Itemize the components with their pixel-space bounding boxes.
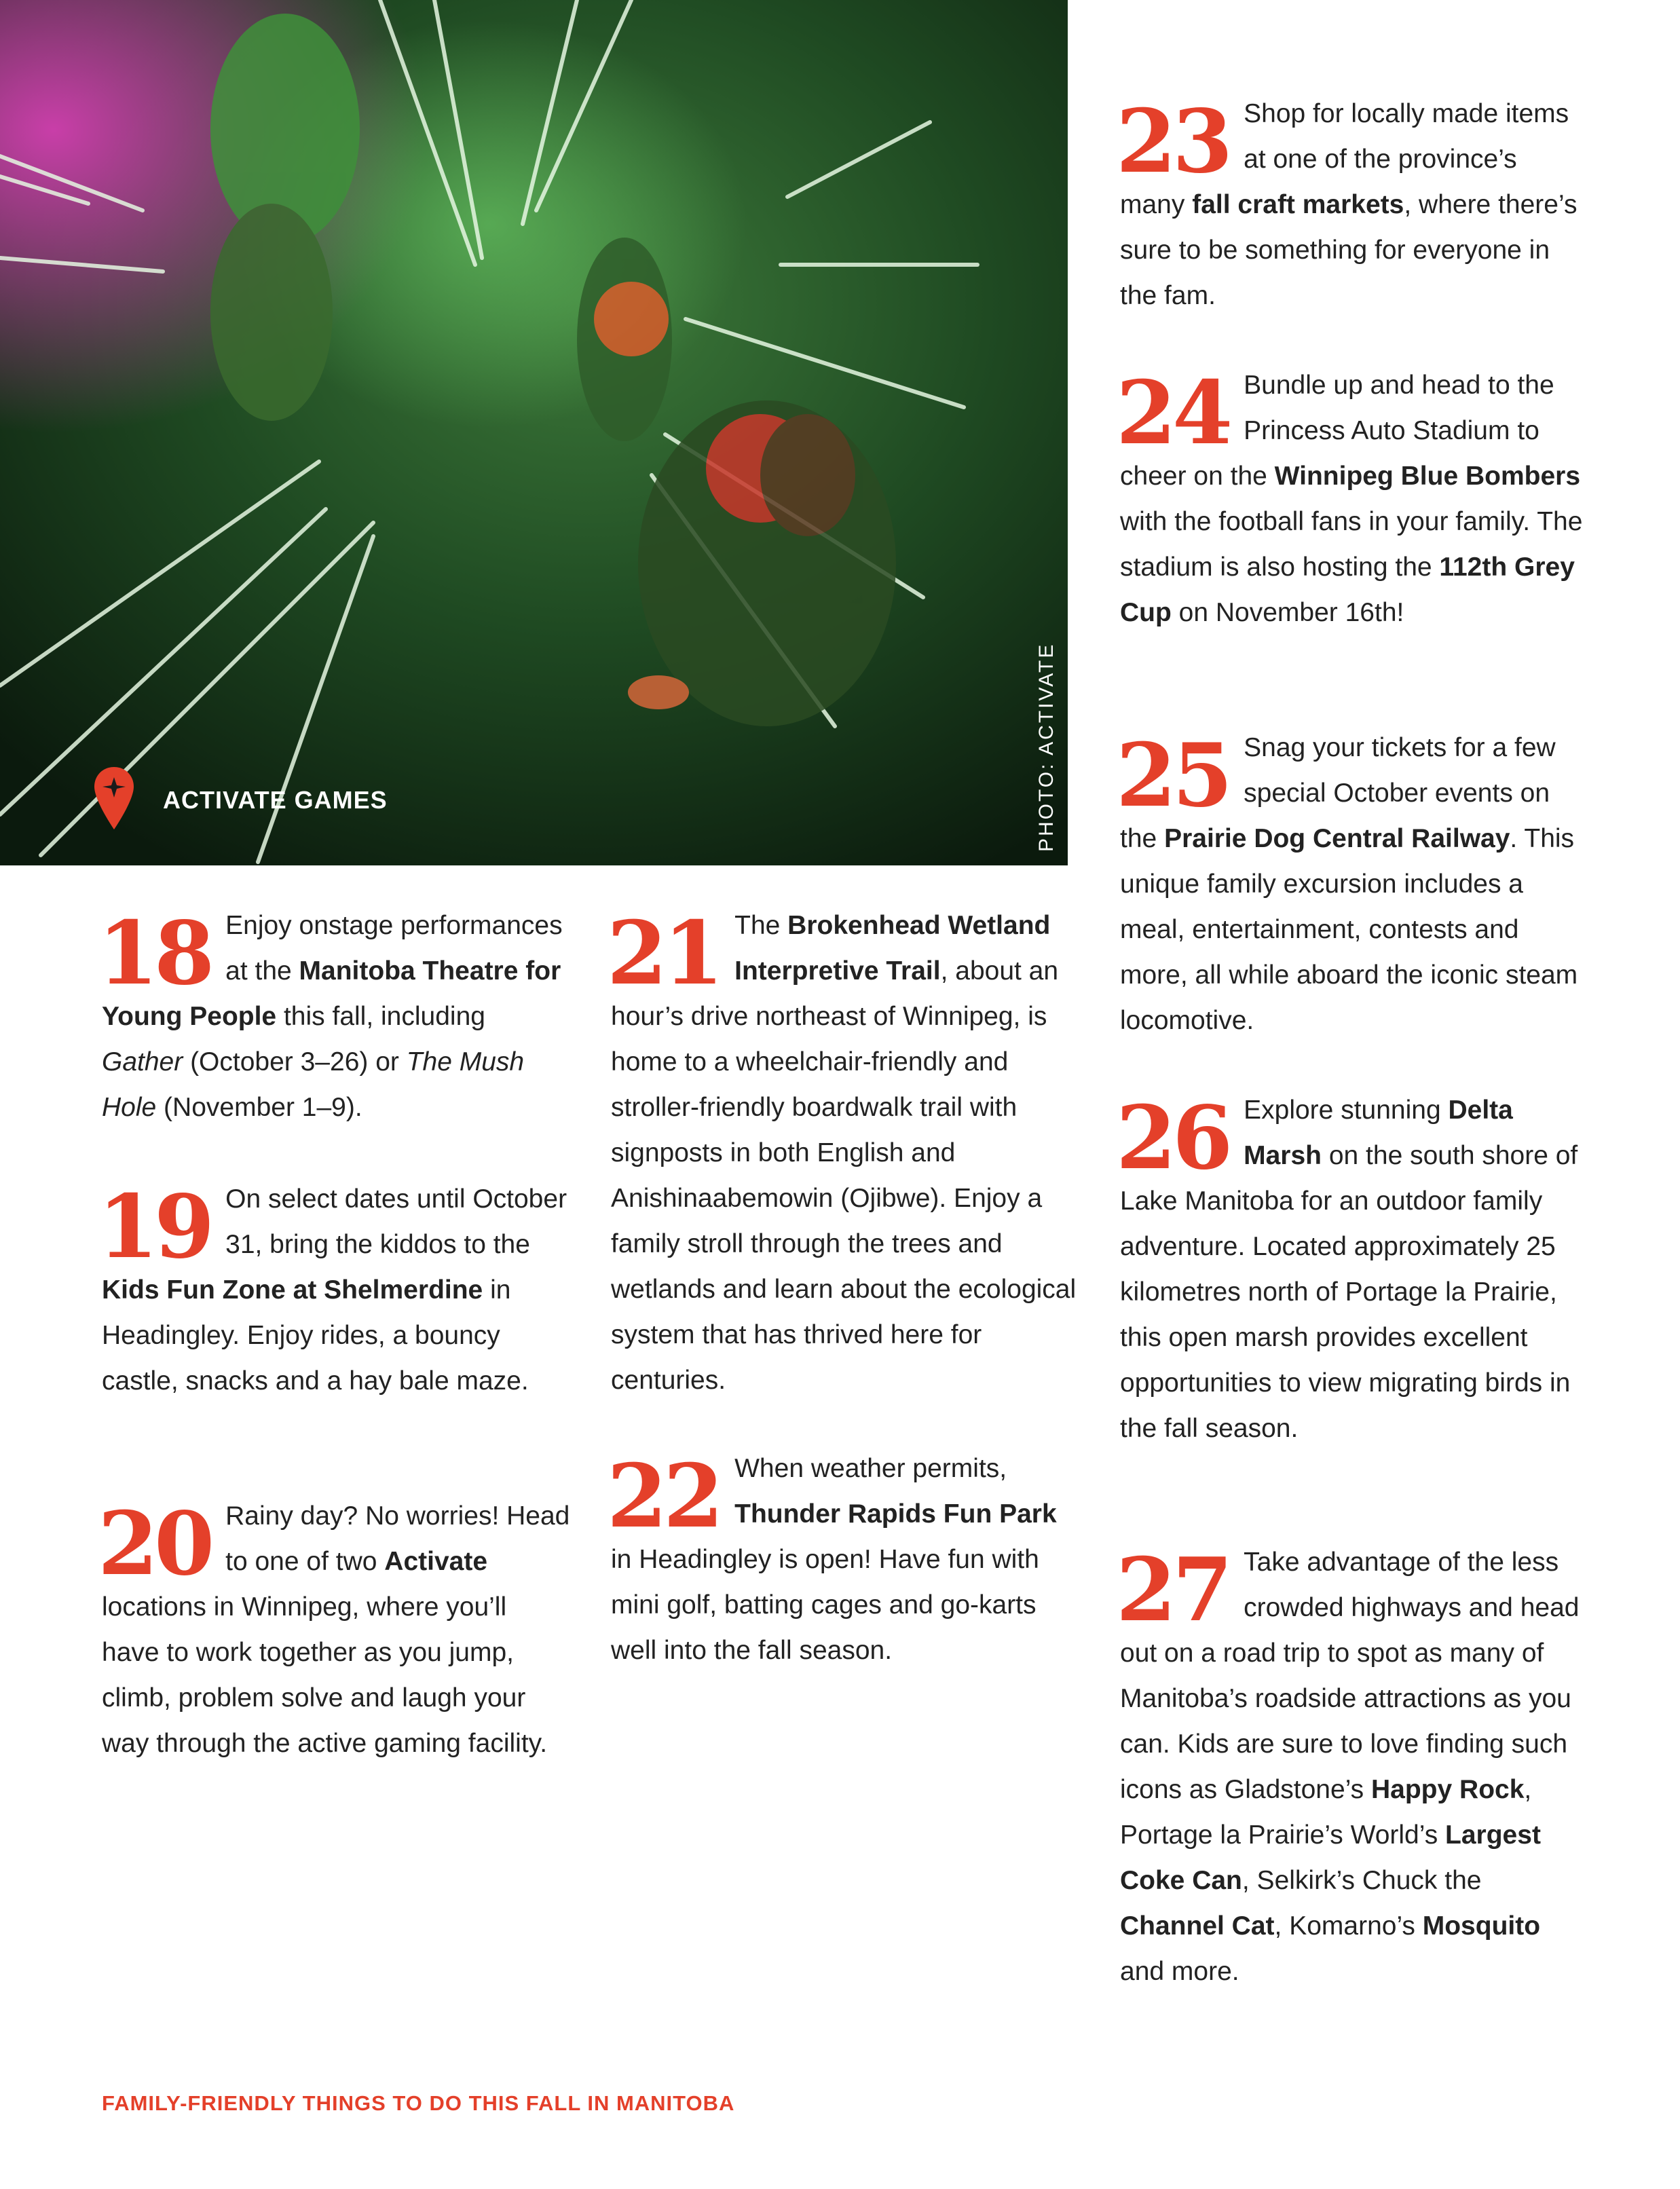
show-title: Gather <box>102 1047 183 1077</box>
event-name: 112th Grey Cup <box>1120 553 1575 627</box>
entry-number: 21 <box>607 903 720 1005</box>
entry-number: 26 <box>1116 1087 1229 1189</box>
entry-text: (November 1–9). <box>156 1093 362 1122</box>
entry-number: 22 <box>607 1446 720 1548</box>
venue-name: Activate <box>384 1547 488 1576</box>
entry-text: and more. <box>1120 1957 1239 1986</box>
entry-number: 23 <box>1116 91 1229 193</box>
entry-25 <box>1116 725 1588 1043</box>
entry-22 <box>607 1446 1079 1673</box>
entry-text: , about an hour’s drive northeast of Winnipeg, is home to a wheelchair-friendly and stroller-friendly boardwalk trail with signposts in both English and Anishinaabemowin (Ojibwe). Enjoy a family stroll through the trees and wetlands and learn about the ecological system that has thrived here for centuries. <box>611 956 1077 1395</box>
attraction-name: Channel Cat <box>1120 1911 1275 1941</box>
attraction-name: Mosquito <box>1422 1911 1541 1941</box>
venue-name: Winnipeg Blue Bombers <box>1274 462 1581 491</box>
entry-text: , Selkirk’s Chuck the <box>1242 1866 1482 1895</box>
entry-number: 18 <box>98 903 211 1005</box>
entry-number: 19 <box>98 1176 211 1278</box>
entry-text: , Komarno’s <box>1274 1911 1423 1941</box>
venue-name: Brokenhead Wetland Interpretive Trail <box>734 911 1051 986</box>
venue-name: Thunder Rapids Fun Park <box>734 1499 1057 1529</box>
entry-23 <box>1116 91 1588 318</box>
laser-game-photo <box>0 0 1068 865</box>
entry-26 <box>1116 1087 1588 1451</box>
entry-text: , where there’s sure to be something for everyone in the fam. <box>1120 190 1578 310</box>
entry-text: Snag your tickets for a few special October events on the <box>1120 733 1556 853</box>
photo-location-label: ACTIVATE GAMES <box>163 786 388 814</box>
page-footer: FAMILY-FRIENDLY THINGS TO DO THIS FALL IN MANITOBA <box>102 2091 735 2115</box>
hero-photo <box>0 0 1068 865</box>
entry-text: in Headingley. Enjoy rides, a bouncy castle, snacks and a hay bale maze. <box>102 1275 529 1396</box>
venue-name: Manitoba Theatre for Young People <box>102 956 561 1031</box>
attraction-name: Largest Coke Can <box>1120 1820 1541 1895</box>
entry-text: Explore stunning <box>1244 1096 1449 1125</box>
entry-text: On select dates until October 31, bring the kiddos to the <box>225 1184 567 1259</box>
venue-name: Prairie Dog Central Railway <box>1164 824 1510 853</box>
entry-text: in Headingley is open! Have fun with mini golf, batting cages and go-karts well into the fall season. <box>611 1545 1039 1665</box>
entry-text: Enjoy onstage performances at the <box>225 911 563 986</box>
entry-text: (October 3–26) or <box>183 1047 407 1077</box>
entry-text: When weather permits, <box>734 1454 1007 1483</box>
entry-text: The <box>734 911 788 940</box>
entry-number: 27 <box>1116 1539 1229 1641</box>
entry-number: 20 <box>98 1493 211 1595</box>
map-pin-icon <box>92 766 136 831</box>
entry-20 <box>98 1493 570 1766</box>
venue-name: fall craft markets <box>1192 190 1404 219</box>
entry-text: , Portage la Prairie’s World’s <box>1120 1775 1532 1850</box>
attraction-name: Happy Rock <box>1371 1775 1525 1804</box>
entry-text: Bundle up and head to the Princess Auto Stadium to cheer on the <box>1120 371 1554 491</box>
entry-text: locations in Winnipeg, where you’ll have to work together as you jump, climb, problem solve and laugh your way through the active gaming facility. <box>102 1592 548 1758</box>
entry-24 <box>1116 362 1588 635</box>
entry-number: 24 <box>1116 362 1229 464</box>
venue-name: Kids Fun Zone at Shelmerdine <box>102 1275 483 1305</box>
show-title: The Mush Hole <box>102 1047 525 1122</box>
entry-27 <box>1116 1539 1588 1994</box>
entry-18 <box>98 903 570 1130</box>
entry-text: on November 16th! <box>1171 598 1404 627</box>
entry-text: on the south shore of Lake Manitoba for an outdoor family adventure. Located approximately 25 kilometres north of Portage la Prairie, this open marsh provides excellent opportunities to view migrating birds in the fall season. <box>1120 1141 1578 1443</box>
entry-text: Rainy day? No worries! Head to one of two <box>225 1501 570 1576</box>
entry-19 <box>98 1176 570 1404</box>
photo-credit: PHOTO: ACTIVATE <box>1035 642 1058 852</box>
entry-number: 25 <box>1116 725 1229 827</box>
entry-21 <box>607 903 1079 1403</box>
venue-name: Delta Marsh <box>1244 1096 1513 1170</box>
entry-text: Take advantage of the less crowded highways and head out on a road trip to spot as many of Manitoba’s roadside attractions as you can. Kids are sure to love finding such icons as Gladstone’s <box>1120 1548 1580 1804</box>
entry-text: Shop for locally made items at one of the province’s many <box>1120 99 1569 219</box>
entry-text: . This unique family excursion includes a meal, entertainment, contests and more, all while aboard the iconic steam locomotive. <box>1120 824 1578 1035</box>
entry-text: this fall, including <box>276 1002 485 1031</box>
entry-text: with the football fans in your family. The stadium is also hosting the <box>1120 507 1583 582</box>
